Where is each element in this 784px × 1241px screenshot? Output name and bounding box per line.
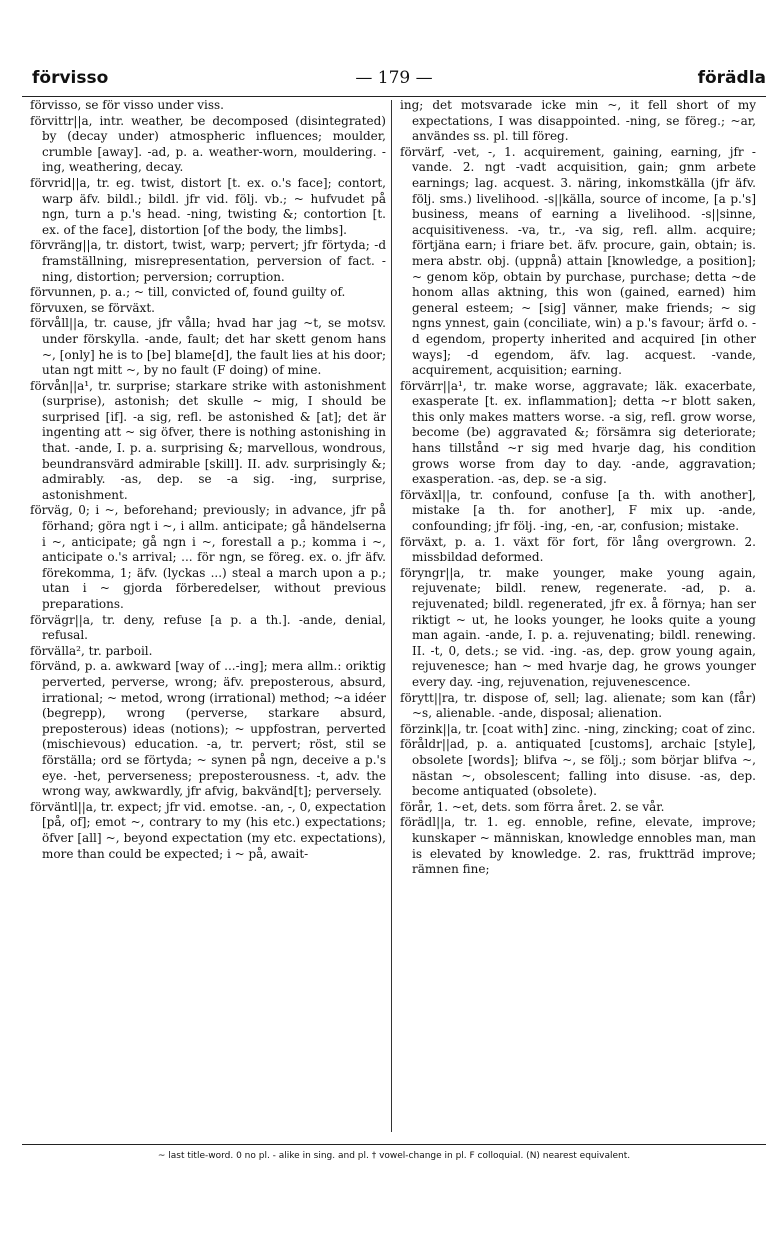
header-right-word: förädla bbox=[697, 68, 766, 88]
dictionary-entry: förvittr||a, intr. weather, be decomposed (disintegrated) by (decay under) atmospheric influences; moulder, crumble [away]. -ad, p. a. weather-worn, mouldering. -ing, weathering, decay. bbox=[30, 113, 386, 175]
dictionary-entry: förvunnen, p. a.; ~ till, convicted of, found guilty of. bbox=[30, 285, 346, 300]
page-number: — 179 — bbox=[355, 68, 433, 88]
dictionary-entry: förvänd, p. a. awkward [way of ...-ing]; mera allm.: oriktig perverted, perverse, wrong; äfv. preposterous, absurd, irrational; ~ metod, wrong (irrational) method; ~a idéer (begrepp), wrong (perverse, starkare absurd, preposterous) ideas (notions); ~ uppfostran, perverted (mischievous) education. -a, tr. pervert; röst, stil se förställa; ord se förtyda; ~ synen på ngn, deceive a p.'s eye. -het, perverseness; preposterousness. -t, adv. the wrong way, awkwardly, jfr afvig, bakvänd[t]; perversely. bbox=[30, 659, 386, 799]
dictionary-entry: förytt||ra, tr. dispose of, sell; lag. alienate; som kan (får) ~s, alienable. -ande, disposal; alienation. bbox=[400, 690, 756, 721]
dictionary-page bbox=[22, 62, 766, 1222]
dictionary-entry: förvuxen, se förväxt. bbox=[30, 300, 155, 315]
page-footer-legend: ~ last title-word. 0 no pl. - alike in sing. and pl. † vowel-change in pl. F colloquial. (N) nearest equivalent. bbox=[22, 1144, 766, 1161]
dictionary-entry: förvärr||a¹, tr. make worse, aggravate; läk. exacerbate, exasperate [t. ex. inflammation]; detta ~r blott saken, this only makes matters worse. -a sig, refl. grow worse, become (be) aggravated &; försämra sig deteriorate; hans tillstånd ~r sig med hvarje dag, his condition grows worse from day to day. -ande, aggravation; exasperation. -as, dep. se -a sig. bbox=[400, 378, 756, 487]
dictionary-entry: förvägr||a, tr. deny, refuse [a p. a th.]. -ande, denial, refusal. bbox=[30, 612, 386, 643]
dictionary-entry: föråldr||ad, p. a. antiquated [customs], archaic [style], obsolete [words]; blifva ~, se följ.; som börjar blifva ~, nästan ~, obsolescent; falling into disuse. -as, dep. become antiquated (obsolete). bbox=[400, 737, 756, 799]
column-divider bbox=[391, 100, 392, 1132]
dictionary-entry: förvån||a¹, tr. surprise; starkare strike with astonishment (surprise), astonish; det skulle ~ mig, I should be surprised [if]. -a sig, refl. be astonished & [at]; det är ingenting att ~ sig öfver, there is nothing astonishing in that. -ande, I. p. a. surprising &; marvellous, wondrous, beundransvärd admirable [skill]. II. adv. surprisingly &; admirably. -as, dep. se -a sig. -ing, surprise, astonishment. bbox=[30, 378, 386, 502]
dictionary-entry: förväntl||a, tr. expect; jfr vid. emotse. -an, -, 0, expectation [på, of]; emot ~, contrary to my (his etc.) expectations; öfver [all] ~, beyond expectation (my etc. expectations), more than could be expected; i ~ på, await- bbox=[30, 799, 386, 861]
dictionary-entry: förväxt, p. a. 1. växt för fort, för lång overgrown. 2. missbildad deformed. bbox=[400, 534, 756, 565]
right-column bbox=[400, 98, 756, 1138]
dictionary-entry: förår, 1. ~et, dets. som förra året. 2. se vår. bbox=[400, 799, 665, 814]
dictionary-entry: förvärf, -vet, -, 1. acquirement, gaining, earning, jfr -vande. 2. ngt -vadt acquisition, gain; gnm arbete earnings; lag. acquest. 3. näring, inkomstkälla (jfr äfv. följ. sms.) livelihood. -s||källa, source of income, [a p.'s] business, means of earning a livelihood. -s||sinne, acquisitiveness. -va, tr., -va sig, refl. allm. acquire; förtjäna earn; i friare bet. äfv. procure, gain, obtain; is. mera abstr. obj. (uppnå) attain [knowledge, a position]; ~ genom köp, obtain by purchase, purchase; detta ~de honom allas aktning, this won (gained, earned) him general esteem; ~ [sig] vänner, make friends; ~ sig ngns ynnest, gain (conciliate, win) a p.'s favour; ärfd o. -d egendom, property inherited and acquired [in other ways]; -d egendom, äfv. lag. acquest. -vande, acquirement, acquisition; earning. bbox=[400, 144, 756, 378]
dictionary-entry: förvåll||a, tr. cause, jfr vålla; hvad har jag ~t, se motsv. under förskylla. -ande, fault; det har skett genom hans ~, [only] he is to [be] blame[d], the fault lies at his door; utan ngt mitt ~, by no fault (F doing) of mine. bbox=[30, 316, 386, 378]
dictionary-entry: förväg, 0; i ~, beforehand; previously; in advance, jfr på förhand; göra ngt i ~, i allm. anticipate; gå händelserna i ~, anticipate; gå ngn i ~, forestall a p.; komma i ~, anticipate o.'s arrival; ... för ngn, se föreg. ex. o. jfr äfv. förekomma, 1; äfv. (lyckas ...) steal a march upon a p.; utan i ~ gjorda förberedelser, without previous preparations. bbox=[30, 503, 386, 611]
dictionary-entry: förvrid||a, tr. eg. twist, distort [t. ex. o.'s face]; contort, warp äfv. bildl.; bildl. jfr vid. följ. vb.; ~ hufvudet på ngn, turn a p.'s head. -ning, twisting &; contortion [t. ex. of the face], distortion [of the body, the limbs]. bbox=[30, 175, 386, 237]
dictionary-entry: förvräng||a, tr. distort, twist, warp; pervert; jfr förtyda; -d framställning, misrepresentation, perversion of fact. -ning, distortion; perversion; corruption. bbox=[30, 238, 386, 284]
dictionary-entry: förädl||a, tr. 1. eg. ennoble, refine, elevate, improve; kunskaper ~ människan, knowledge ennobles man, man is elevated by knowledge. 2. ras, fruktträd improve; rämnen fine; bbox=[400, 815, 756, 877]
page-header bbox=[22, 62, 766, 97]
dictionary-entry: förvisso, se för visso under viss. bbox=[30, 98, 224, 112]
dictionary-entry: förvälla², tr. parboil. bbox=[30, 643, 153, 658]
columns bbox=[26, 98, 766, 1138]
dictionary-entry: förväxl||a, tr. confound, confuse [a th. with another], mistake [a th. for another], F mix up. -ande, confounding; jfr följ. -ing, -en, -ar, confusion; mistake. bbox=[400, 487, 756, 534]
dictionary-entry: föryngr||a, tr. make younger, make young again, rejuvenate; bildl. renew, regenerate. -ad, p. a. rejuvenated; bildl. regenerated, jfr ex. å förnya; han ser riktigt ~ ut, he looks younger, he looks quite a young man again. -ande, I. p. a. rejuvenating; bildl. renewing. II. -t, 0, dets.; se vid. -ing. -as, dep. grow young again, rejuvenesce; han ~ med hvarje dag, he grows younger every day. -ing, rejuvenation, rejuvenescence. bbox=[400, 565, 756, 689]
header-left-word: förvisso bbox=[32, 68, 109, 88]
dictionary-entry: förzink||a, tr. [coat with] zinc. -ning, zincking; coat of zinc. bbox=[400, 721, 756, 736]
left-column bbox=[30, 98, 386, 1138]
dictionary-entry: ing; det motsvarade icke min ~, it fell short of my expectations, I was disappointed. -ning, se föreg.; ~ar, användes ss. pl. till föreg. bbox=[400, 98, 756, 144]
